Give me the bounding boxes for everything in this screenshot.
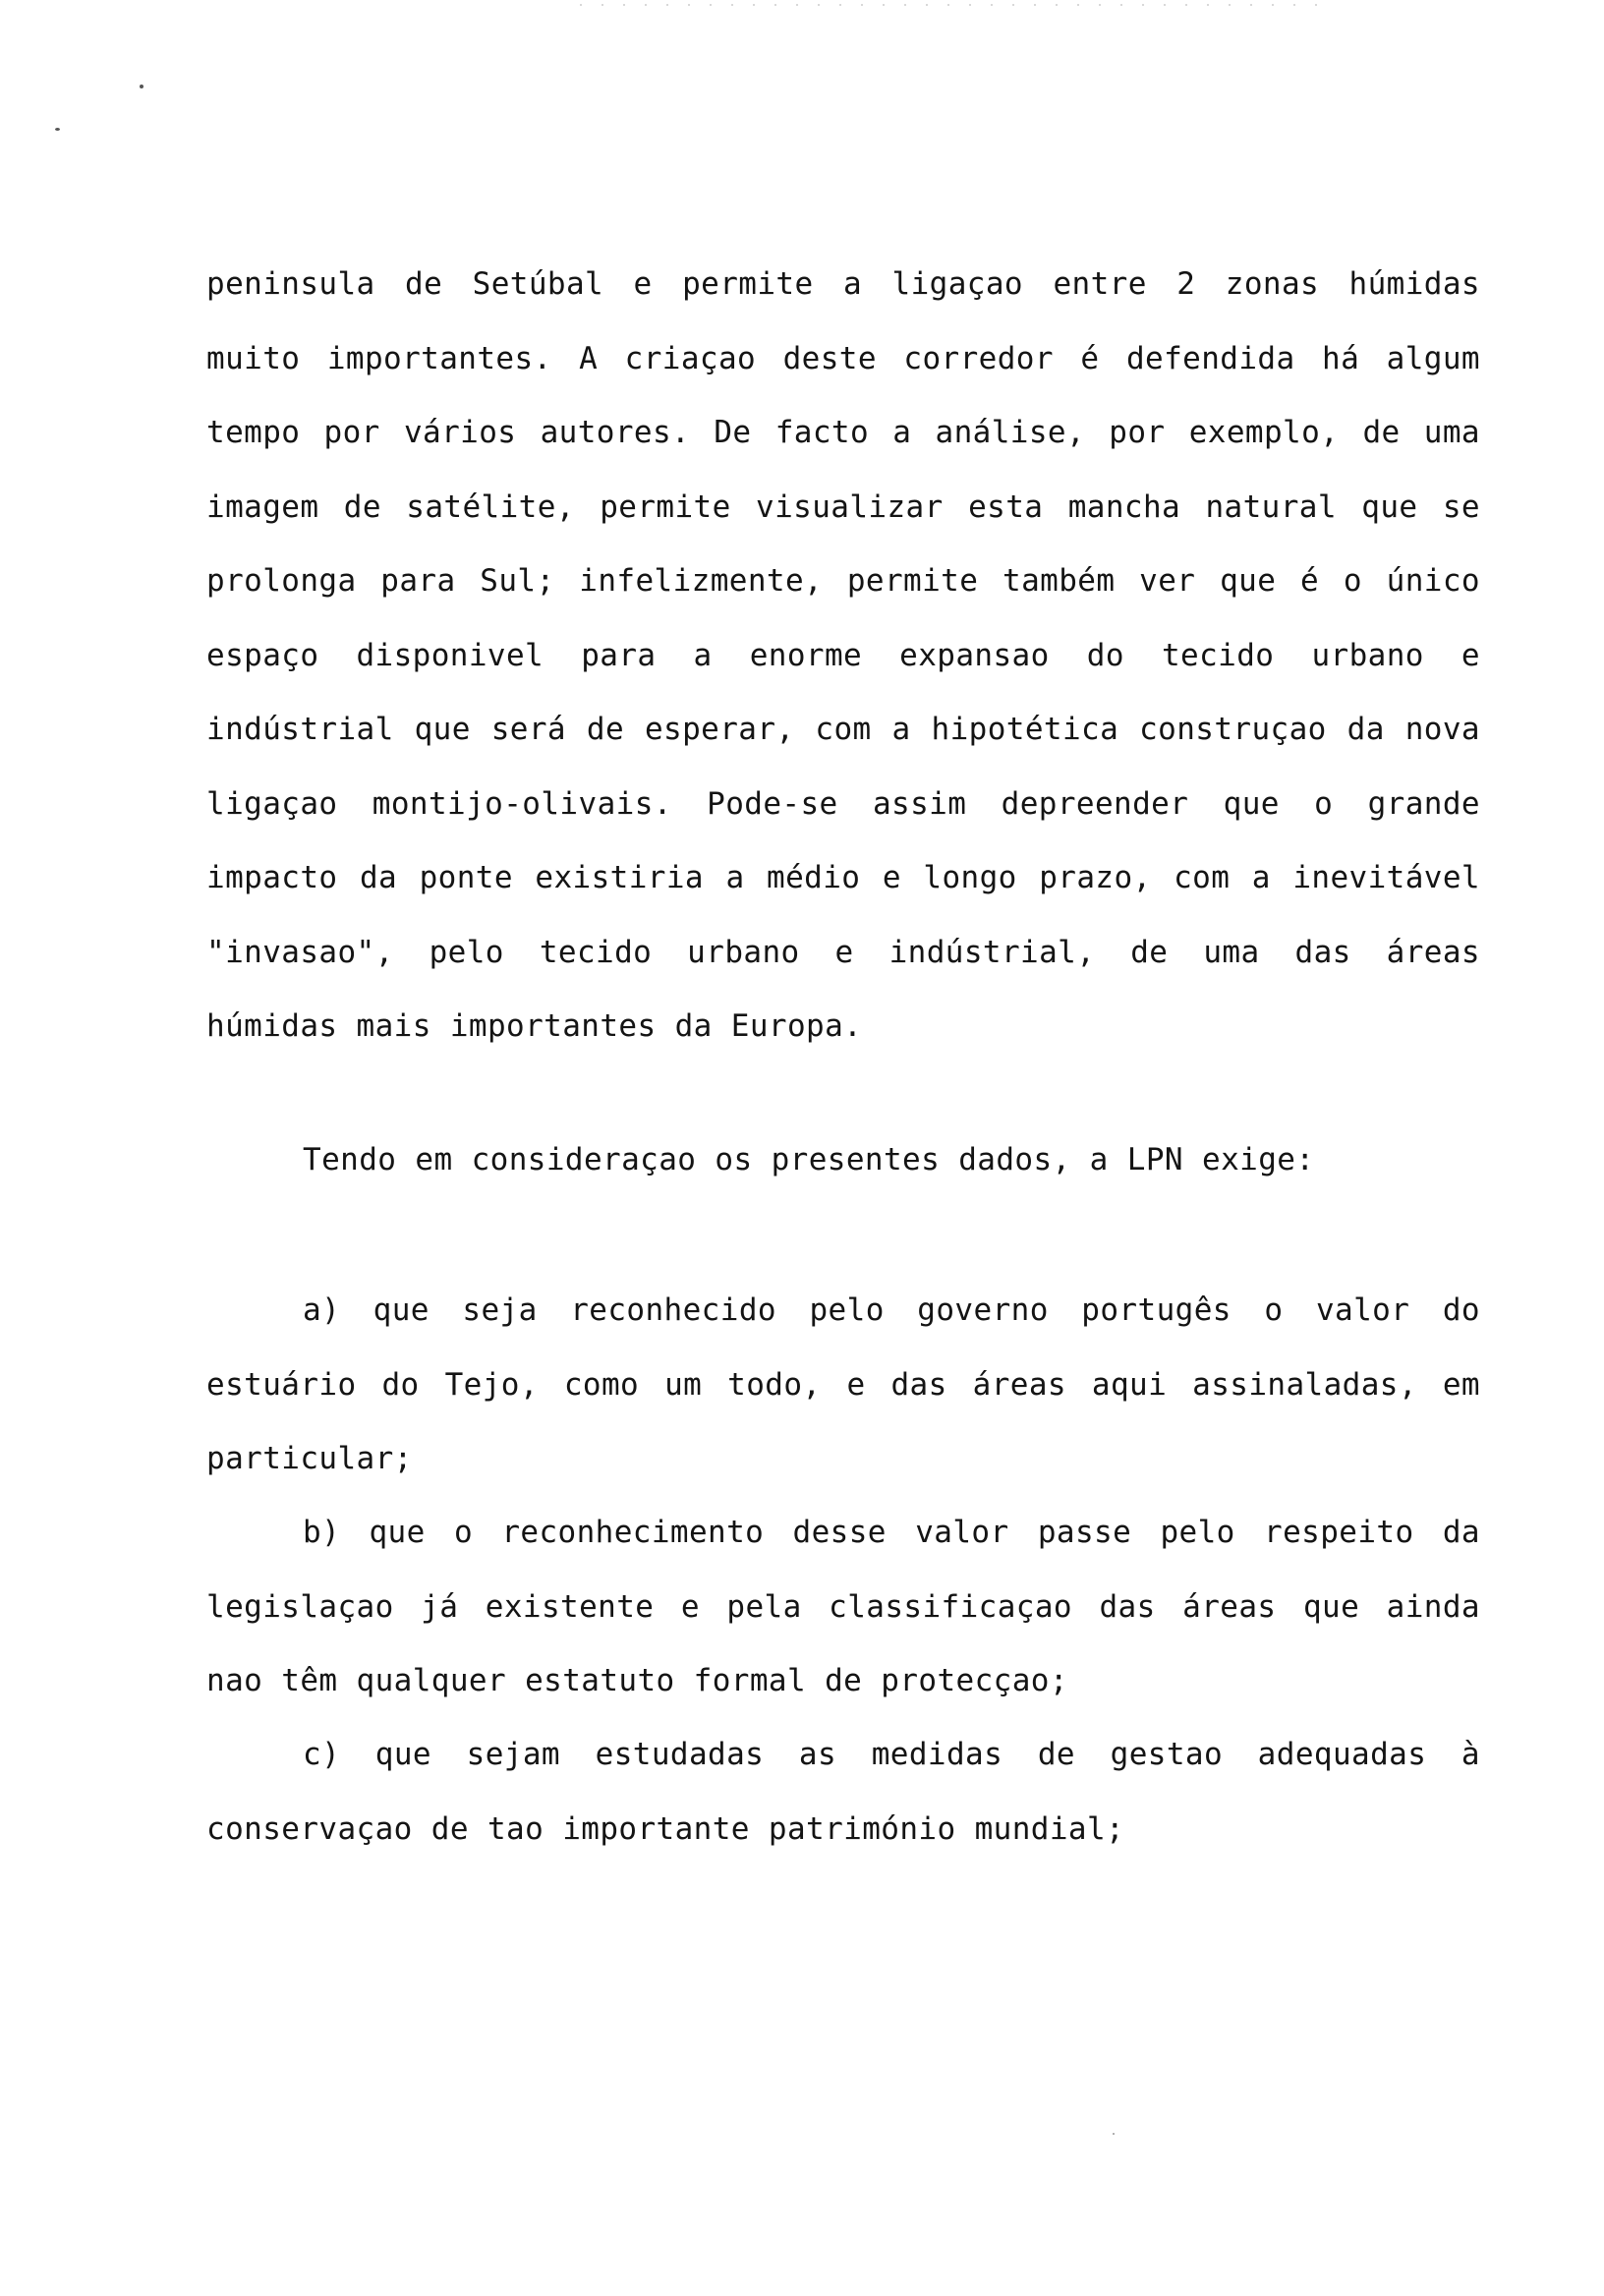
demand-item-c: c) que sejam estudadas as medidas de gestao adequadas à conservaçao de tao importante património mundial; xyxy=(206,1737,1480,1847)
body-paragraph: peninsula de Setúbal e permite a ligaçao entre 2 zonas húmidas muito importantes. A criaçao deste corredor é defendida há algum tempo por vários autores. De facto a análise, por exemplo, de uma imagem de satélite, permite visualizar esta mancha natural que se prolonga para Sul; infelizmente, permite também ver que é o único espaço disponivel para a enorme expansao do tecido urbano e indústrial que será de esperar, com a hipotética construçao da nova ligaçao montijo-olivais. Pode-se assim depreender que o grande impacto da ponte existiria a médio e longo prazo, com a inevitável "invasao", pelo tecido urbano e indústrial, de uma das áreas húmidas mais importantes da Europa. xyxy=(206,266,1480,1044)
scan-speck xyxy=(1113,2133,1115,2135)
scan-speck xyxy=(140,85,143,88)
scan-speck xyxy=(55,128,60,131)
demand-item-b: b) que o reconhecimento desse valor passe pelo respeito da legislaçao já existente e pela classificaçao das áreas que ainda nao têm qualquer estatuto formal de protecçao; xyxy=(206,1515,1480,1698)
demands-intro: Tendo em consideraçao os presentes dados, a LPN exige: xyxy=(303,1142,1315,1177)
scan-noise-top xyxy=(580,4,1327,6)
demand-item-a: a) que seja reconhecido pelo governo portugês o valor do estuário do Tejo, como um todo, e das áreas aqui assinaladas, em particular; xyxy=(206,1292,1480,1476)
